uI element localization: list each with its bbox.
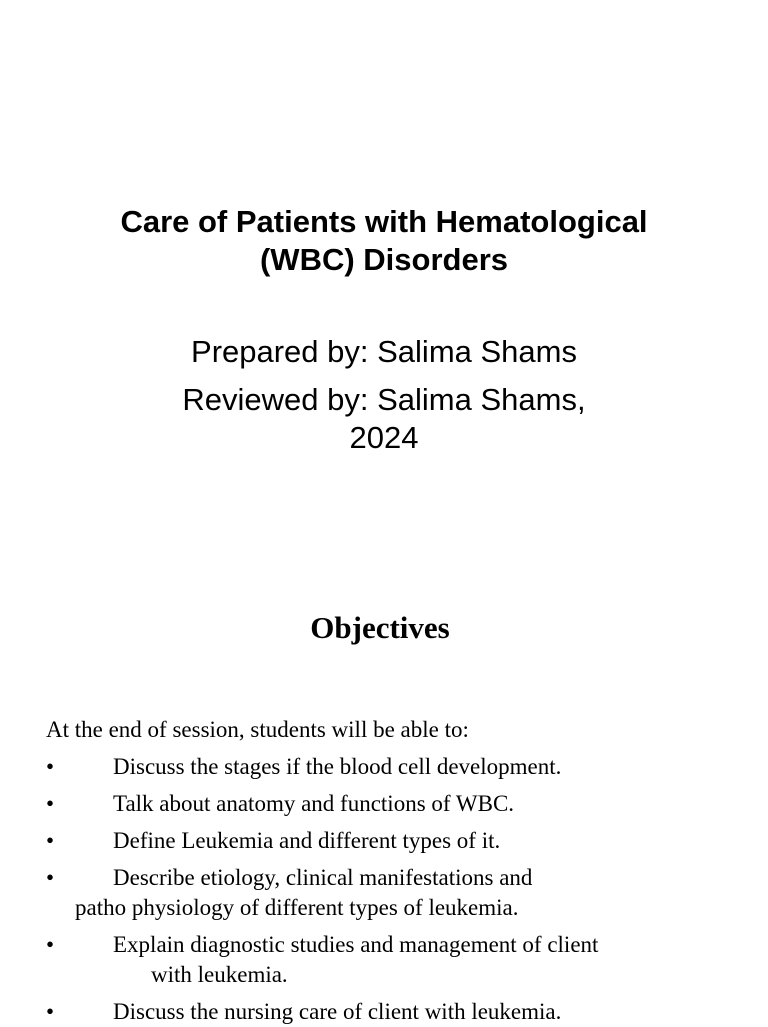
- objective-text-continued: patho physiology of different types of leukemia.: [75, 895, 519, 920]
- objective-text: Explain diagnostic studies and management of client: [113, 932, 599, 957]
- bullet-icon: •: [46, 865, 55, 890]
- list-item: [46, 863, 746, 923]
- bullet-icon: •: [46, 828, 55, 853]
- list-item: [46, 997, 746, 1027]
- list-item: [46, 826, 746, 856]
- slide-title-line-2: (WBC) Disorders: [259, 242, 508, 277]
- objectives-list: [46, 752, 746, 1027]
- bullet-icon: •: [46, 932, 55, 957]
- objective-text: Define Leukemia and different types of it.: [113, 828, 501, 853]
- objectives-section: [46, 715, 746, 1027]
- objectives-intro: At the end of session, students will be able to:: [46, 717, 469, 742]
- review-year: 2024: [349, 420, 419, 455]
- objective-text: Discuss the stages if the blood cell development.: [113, 754, 562, 779]
- list-item: [46, 789, 746, 819]
- bullet-icon: •: [46, 791, 55, 816]
- list-item: [46, 752, 746, 782]
- objective-text-continued: with leukemia.: [151, 962, 288, 987]
- prepared-by: Prepared by: Salima Shams: [191, 334, 577, 369]
- bullet-icon: •: [46, 754, 55, 779]
- objective-text: Discuss the nursing care of client with leukemia.: [113, 999, 562, 1024]
- list-item: [46, 930, 746, 990]
- objectives-heading: Objectives: [310, 610, 450, 645]
- slide-title: [0, 203, 768, 279]
- reviewed-by: Reviewed by: Salima Shams,: [182, 382, 586, 417]
- bullet-icon: •: [46, 999, 55, 1024]
- objective-text: Describe etiology, clinical manifestations and: [113, 865, 533, 890]
- objective-text: Talk about anatomy and functions of WBC.: [113, 791, 515, 816]
- credits: [0, 333, 768, 457]
- slide-title-line-1: Care of Patients with Hematological: [120, 204, 648, 239]
